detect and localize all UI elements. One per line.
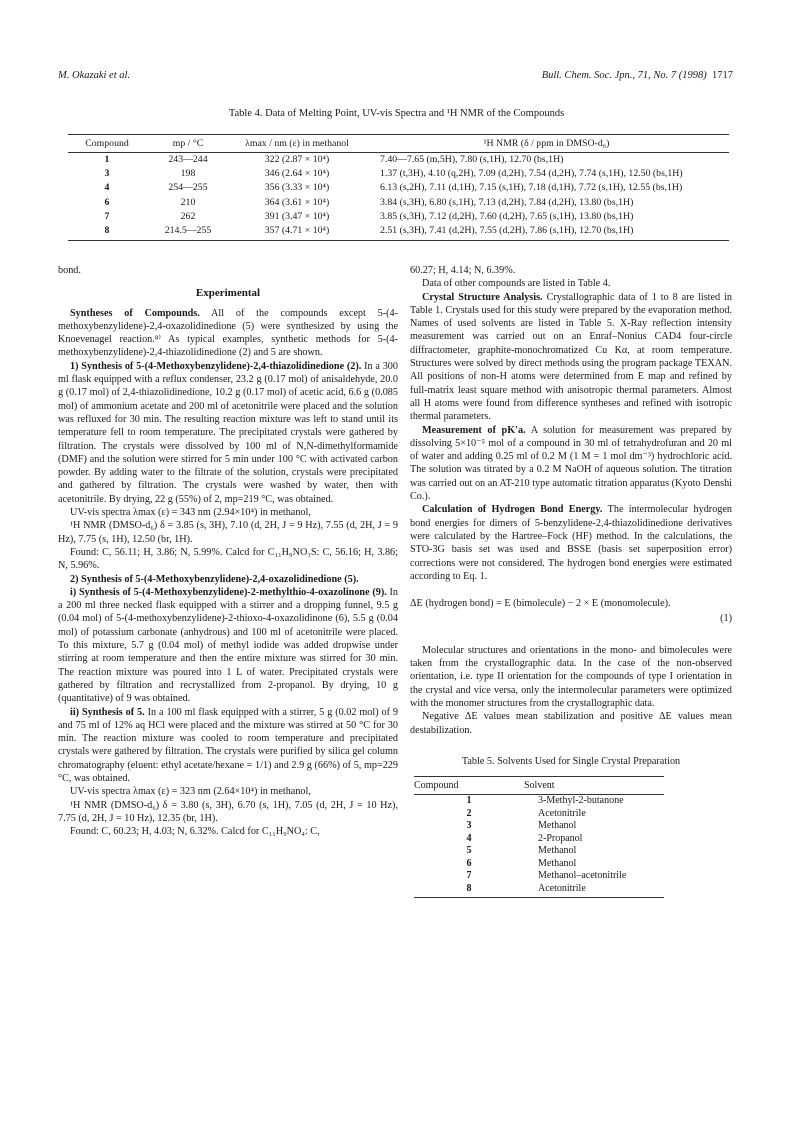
table-row (68, 210, 729, 224)
table-cell: 6.13 (s,2H), 7.11 (d,1H), 7.15 (s,1H), 7.18 (d,1H), 7.72 (s,1H), 12.55 (bs,1H) (380, 182, 683, 194)
table5-caption: Table 5. Solvents Used for Single Crystal Preparation (461, 755, 681, 767)
table-cell: 2 (466, 807, 472, 819)
run-in-heading: Syntheses of Compounds. (70, 307, 200, 319)
table-cell: Methanol (538, 820, 577, 832)
table-cell: 7 (466, 870, 472, 882)
run-in-heading: ii) Synthesis of 5. (70, 706, 145, 718)
table-row (414, 845, 664, 858)
table-cell: 6 (104, 196, 110, 208)
table-row (414, 795, 664, 808)
table-cell: 6 (466, 857, 472, 869)
table-cell: 1 (104, 154, 110, 165)
table-cell: Acetonitrile (538, 807, 586, 819)
paragraph-text: In a 200 ml three necked flask equipped with a stirrer and a dropping funnel, 9.5 g (0.04 mol) of 5-(4-methoxybenzylidene)-2-thioxo-4-oxazolidinone (6), 5.5 g (0.04 mol) of potassium carbonate (anhydrous) and 100 ml of acetonitrile were placed. To this mixture, 5.7 g (0.04 mol) of methyl iodide was added dropwise under stirring at room temperature and then the entire mixture was stirred for 30 min. The reaction mixture was poured into 1 L of water. Precipitated crystals were gathered by filtration and recrystallized from 2-propanol. By drying, 10 g (quantitative) of 9 was obtained. (58, 586, 399, 705)
table5-header-row (414, 777, 664, 795)
running-header-authors: M. Okazaki et al. (58, 70, 131, 81)
nmr-data: ¹H NMR (DMSO-d₆) δ = 3.85 (s, 3H), 7.10 (d, 2H, J = 9 Hz), 7.55 (d, 2H, J = 9 Hz), 7.75 (s, 1H), 12.50 (br, 1H). (58, 520, 398, 545)
paragraph: Data of other compounds are listed in Table 4. (422, 278, 611, 290)
table-cell: Methanol (538, 845, 577, 857)
table-cell: 243—244 (168, 154, 208, 165)
table-row (414, 870, 664, 883)
table5 (414, 776, 664, 898)
paragraph-hydrogen-bond (410, 503, 732, 583)
table-row (414, 808, 664, 821)
table4-caption: Table 4. Data of Melting Point, UV-vis Spectra and ¹H NMR of the Compounds (228, 108, 565, 119)
table-cell: 7 (104, 210, 110, 222)
table-cell: 8 (414, 883, 524, 898)
equation-text: ΔE (hydrogen bond) = E (bimolecule) − 2 × E (monomolecule). (410, 598, 671, 610)
run-in-heading: i) Synthesis of 5-(4-Methoxybenzylidene)-2-methylthio-4-oxazolinone (9). (70, 586, 387, 598)
table4-col-nmr: ¹H NMR (δ / ppm in DMSO-d₆) (364, 135, 729, 153)
table-row (414, 883, 664, 898)
table-row (68, 196, 729, 210)
paragraph-text: All of the compounds except 5-(4-methoxybenzylidene)-2,4-oxazolidinedione (5) were synthesized by using the Knoevenagel reaction.⁸⁾ As typical examples, synthetic methods for 5-(4-methoxybenzylidene)-2,4-thiazolidinedione (2) and 5 are shown. (58, 307, 398, 359)
section-heading-experimental: Experimental (195, 287, 261, 300)
table-cell: 262 (180, 210, 196, 222)
table-cell: 4 (466, 832, 472, 844)
table-cell: 214.5—255 (146, 224, 230, 241)
paragraph: bond. (58, 265, 81, 276)
equation-1 (410, 597, 732, 610)
table5-col-compound: Compound (414, 777, 524, 795)
paragraph: Molecular structures and orientations in the mono- and bimolecules were taken from the crystallographic data. In the case of the non-observed orientation, i.e. type II orientation for the compounds of type I orientation in the crystal and vice versa, only the intermolecular parameters were optimized with the monomer structures from the crystallographic data. (410, 644, 732, 709)
run-in-heading: Measurement of pK′a. (422, 424, 526, 436)
table-cell: 4 (104, 182, 110, 194)
table-cell: Methanol (538, 857, 577, 869)
table-cell: Methanol–acetonitrile (538, 870, 627, 882)
table4-header-row (68, 135, 729, 153)
left-column (58, 264, 398, 838)
table-cell: 1 (466, 795, 472, 807)
table4-col-compound: Compound (68, 135, 146, 153)
paragraph-syntheses (58, 307, 398, 360)
paragraph-text: A solution for measurement was prepared by dissolving 5×10⁻⁵ mol of a compound in 30 ml of tetrahydrofuran and 20 ml of water and adding 0.25 ml of 0.2 M (1 M = 1 mol dm⁻³) hydrochloric acid. The solution was titrated by a 0.2 M NaOH of aqueous solution. The titration was carried out on an AT-210 type automatic titration apparatus (Kyoto Denshi Co.). (410, 424, 732, 503)
paragraph-text: Crystallographic data of 1 to 8 are listed in Table 1. Crystals used for this study were prepared by the evaporation method. Names of used solvents are listed in Table 5. X-Ray reflection intensity measurement was carried out on an Enraf–Nonius CAD4 four-circle diffractometer, graphite-monochromatized Cu Kα, at room temperature. Structures were solved by direct methods using the program package TEXAN. All positions of non-H atoms were determined from E map and refined by full-matrix least square method with anisotropic thermal parameters. Almost all H atoms were found from difference syntheses and refined with isotropic thermal parameters. (410, 291, 732, 423)
uv-data: UV-vis spectra λmax (ε) = 343 nm (2.94×10⁴) in methanol, (70, 507, 311, 519)
equation-number: (1) (720, 613, 732, 625)
run-in-heading: Crystal Structure Analysis. (422, 291, 543, 303)
table-cell: 2-Propanol (538, 832, 583, 844)
table-cell: 5 (466, 845, 472, 857)
page-number: 1717 (712, 70, 733, 81)
table5-col-solvent: Solvent (524, 777, 664, 795)
paragraph: Negative ΔE values mean stabilization and positive ΔE values mean destabilization. (410, 711, 732, 736)
table-row (414, 858, 664, 871)
table-cell: 346 (2.64 × 10⁴) (264, 168, 330, 180)
running-header-journal (542, 70, 733, 81)
table-row (68, 181, 729, 195)
table-cell: 3.85 (s,3H), 7.12 (d,2H), 7.60 (d,2H), 7.65 (s,1H), 13.80 (bs,1H) (380, 210, 634, 222)
table4-col-mp: mp / °C (146, 135, 230, 153)
table-cell: 7.40—7.65 (m,5H), 7.80 (s,1H), 12.70 (bs,1H) (380, 154, 564, 165)
table-cell: 3 (104, 168, 110, 180)
paragraph-synthesis-2 (58, 360, 398, 506)
paragraph-text: In a 300 ml flask equipped with a reflux condenser, 23.2 g (0.17 mol) of anisaldehyde, 20.0 g (0.17 mol) of 2,4-thiazolidinedione, 10.2 g (0.17 mol) of acetic acid, 6.6 g (0.085 mol) of ammonium acetate and 200 ml of acetonitrile were placed and the solution was refluxed for 30 min. The resulting reaction mixture was left to stand until its temperature fell to room temperature. The precipitated crystals were gathered by filtration. The crystals were dissolved by 100 ml of N,N-dimethylformamide (DMF) and the solution were stirred for 5 min under 100 °C with activated carbon powder. By adding water to the filtrate of the solution, crystals were precipitated and gathered by filtration. The crystals were washed by water, then with acetonitrile. By drying, 22 g (55%) of 2, mp=219 °C, was obtained. (58, 360, 398, 505)
table-cell: 357 (4.71 × 10⁴) (230, 224, 364, 241)
paragraph-text: In a 100 ml flask equipped with a stirrer, 5 g (0.02 mol) of 9 and 75 ml of 12% aq HCl were placed and the mixture was stirred at 50 °C for 30 min. The reaction mixture was cooled to room temperature and precipitated crystals were gathered by filtration. The crystals were purified by silica gel column chromatography (eluent: ethyl acetate/hexane = 1/1) and 2.9 g (66%) of 5, mp=229 °C, was obtained. (58, 706, 398, 784)
table-cell: 3 (466, 820, 472, 832)
table4 (68, 134, 729, 241)
paragraph-synthesis-9 (58, 586, 398, 706)
subsection-heading: 2) Synthesis of 5-(4-Methoxybenzylidene)-2,4-oxazolidinedione (5). (70, 573, 359, 585)
table-cell: 1.37 (t,3H), 4.10 (q,2H), 7.09 (d,2H), 7.54 (d,2H), 7.74 (s,1H), 12.50 (bs,1H) (380, 168, 683, 180)
journal-citation: Bull. Chem. Soc. Jpn., 71, No. 7 (1998) (541, 70, 707, 81)
table-cell: 8 (68, 224, 146, 241)
table-row (68, 167, 729, 181)
paragraph-text: The intermolecular hydrogen bond energies for dimers of 5-benzylidene-2,4-thiazolidinedione derivatives were calculated by the Hartree–Fock (HF) method. In the calculations, the STO-3G basis set was used and BSSE (basis set superposition error) corrections were not considered. The hydrogen bond energies were estimated according to Eq. 1. (410, 504, 732, 582)
table-row (414, 820, 664, 833)
uv-data: UV-vis spectra λmax (ε) = 323 nm (2.64×10⁴) in methanol, (70, 786, 311, 798)
table-cell: 322 (2.87 × 10⁴) (264, 154, 330, 165)
paragraph: 60.27; H, 4.14; N, 6.39%. (410, 265, 516, 276)
table-cell: Acetonitrile (524, 883, 664, 898)
table-cell: 2.51 (s,3H), 7.41 (d,2H), 7.55 (d,2H), 7.86 (s,1H), 12.70 (bs,1H) (364, 224, 729, 241)
table-row (68, 153, 729, 168)
table4-col-uv: λmax / nm (ε) in methanol (230, 135, 364, 153)
paragraph-synthesis-5 (58, 706, 398, 786)
table-row (68, 224, 729, 241)
table-cell: 3-Methyl-2-butanone (538, 795, 624, 807)
table-cell: 198 (180, 168, 196, 180)
paragraph-pka (410, 424, 732, 504)
right-column (410, 264, 732, 898)
run-in-heading: 1) Synthesis of 5-(4-Methoxybenzylidene)-2,4-thiazolidinedione (2). (70, 360, 362, 372)
analysis-data: Found: C, 60.23; H, 4.03; N, 6.32%. Calcd for C₁₁H₉NO₄: C, (70, 826, 320, 838)
table-cell: 3.84 (s,3H), 6.80 (s,1H), 7.13 (d,2H), 7.84 (d,2H), 13.80 (bs,1H) (380, 196, 634, 208)
run-in-heading: Calculation of Hydrogen Bond Energy. (422, 504, 603, 516)
nmr-data: ¹H NMR (DMSO-d₆) δ = 3.80 (s, 3H), 6.70 (s, 1H), 7.05 (d, 2H, J = 10 Hz), 7.75 (d, 2H, J = 10 Hz), 12.35 (br, 1H). (58, 799, 398, 824)
analysis-data: Found: C, 56.11; H, 3.86; N, 5.99%. Calcd for C₁₁H₉NO₃S: C, 56.16; H, 3.86; N, 5.96%. (58, 546, 398, 572)
table-row (414, 833, 664, 846)
table-cell: 391 (3.47 × 10⁴) (264, 210, 330, 222)
table-cell: 254—255 (168, 182, 208, 194)
table-cell: 364 (3.61 × 10⁴) (264, 196, 330, 208)
table-cell: 210 (180, 196, 196, 208)
table-cell: 356 (3.33 × 10⁴) (264, 182, 330, 194)
paragraph-crystal-structure (410, 291, 732, 424)
